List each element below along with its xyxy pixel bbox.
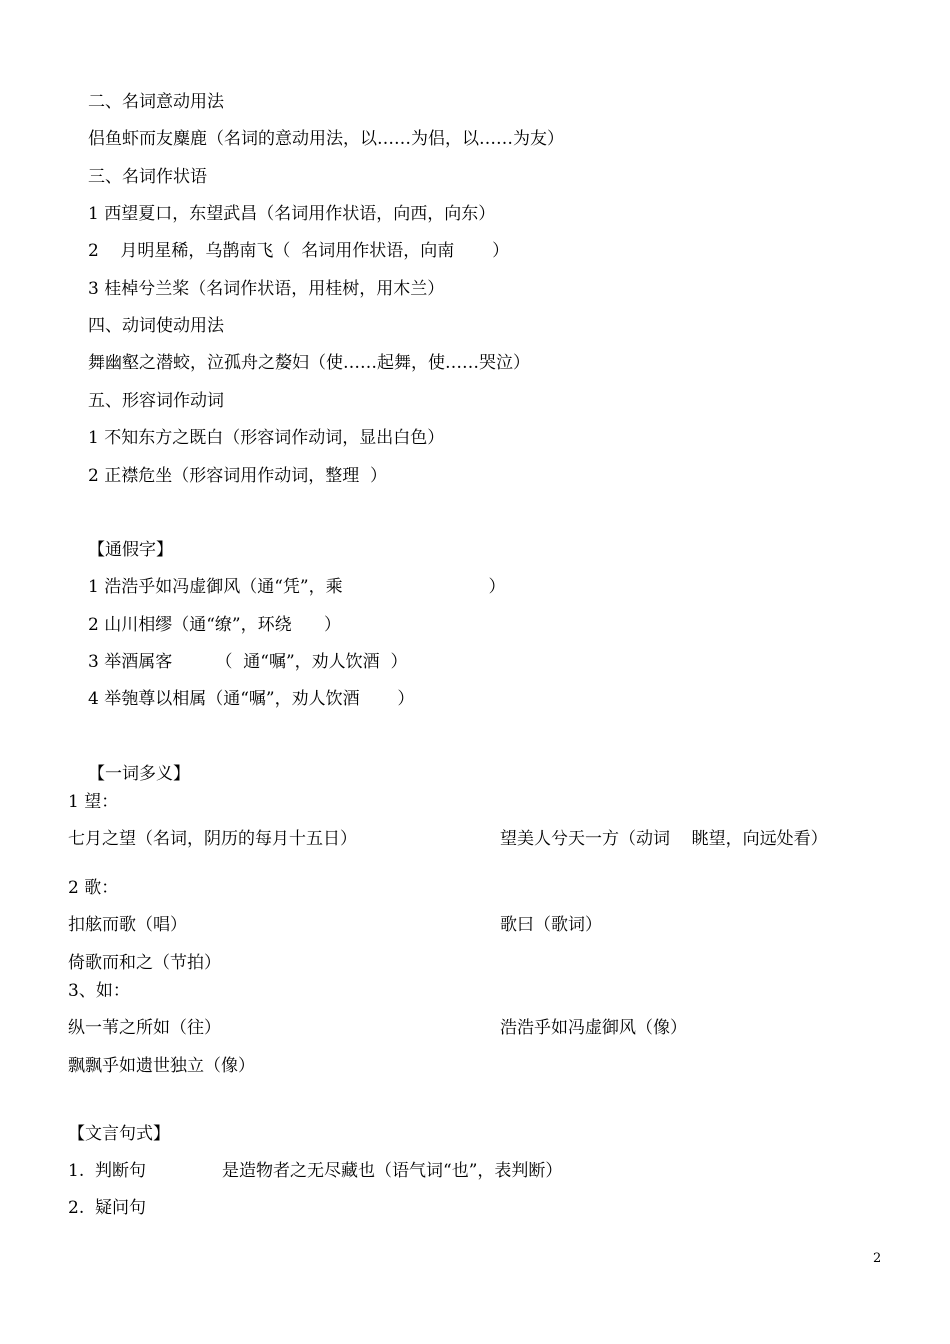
text-line: 飘飘乎如遗世独立（像） [68,1056,255,1076]
section-heading-juxing: 【文言句式】 [68,1124,170,1144]
section-heading-tongjiazi: 【通假字】 [88,540,173,560]
list-label: 2. 疑问句 [68,1198,147,1218]
text-line: 歌曰（歌词） [500,915,602,935]
word-heading: 3、如： [68,981,130,1001]
text-line: 4 举匏尊以相属（通“嘱”，劝人饮酒 ） [88,689,415,709]
text-line: 倚歌而和之（节拍） [68,953,221,973]
text-line: 舞幽壑之潜蛟，泣孤舟之嫠妇（使……起舞，使……哭泣） [88,353,530,373]
text-line: 1 不知东方之既白（形容词作动词，显出白色） [88,428,445,448]
text-line: 七月之望（名词，阴历的每月十五日） [68,829,357,849]
text-line: 扣舷而歌（唱） [68,915,187,935]
section-heading: 四、动词使动用法 [88,316,224,336]
text-line: 3 举酒属客 （ 通“嘱”，劝人饮酒 ） [88,652,408,672]
text-line: 2 正襟危坐（形容词用作动词，整理 ） [88,466,388,486]
section-heading-yicíduoyi: 【一词多义】 [88,764,190,784]
word-heading: 1 望： [68,792,119,812]
page-number: 2 [873,1251,882,1266]
text-line: 1 西望夏口，东望武昌（名词用作状语，向西，向东） [88,204,496,224]
text-line: 2 月明星稀，乌鹊南飞（ 名词用作状语，向南 ） [88,241,510,261]
section-heading: 三、名词作状语 [88,167,207,187]
text-line: 浩浩乎如冯虚御风（像） [500,1018,687,1038]
section-heading: 二、名词意动用法 [88,92,224,112]
word-heading: 2 歌： [68,878,119,898]
list-label: 1. 判断句 [68,1161,147,1181]
text-line: 是造物者之无尽藏也（语气词“也”，表判断） [222,1161,563,1181]
section-heading: 五、形容词作动词 [88,391,224,411]
text-line: 纵一苇之所如（往） [68,1018,221,1038]
text-line: 望美人兮天一方（动词 眺望，向远处看） [500,829,828,849]
text-line: 2 山川相缪（通“缭”，环绕 ） [88,615,342,635]
text-line: 侣鱼虾而友麋鹿（名词的意动用法，以……为侣，以……为友） [88,129,564,149]
text-line: 3 桂棹兮兰桨（名词作状语，用桂树，用木兰） [88,279,445,299]
text-line: 1 浩浩乎如冯虚御风（通“凭”，乘 ） [88,577,506,597]
